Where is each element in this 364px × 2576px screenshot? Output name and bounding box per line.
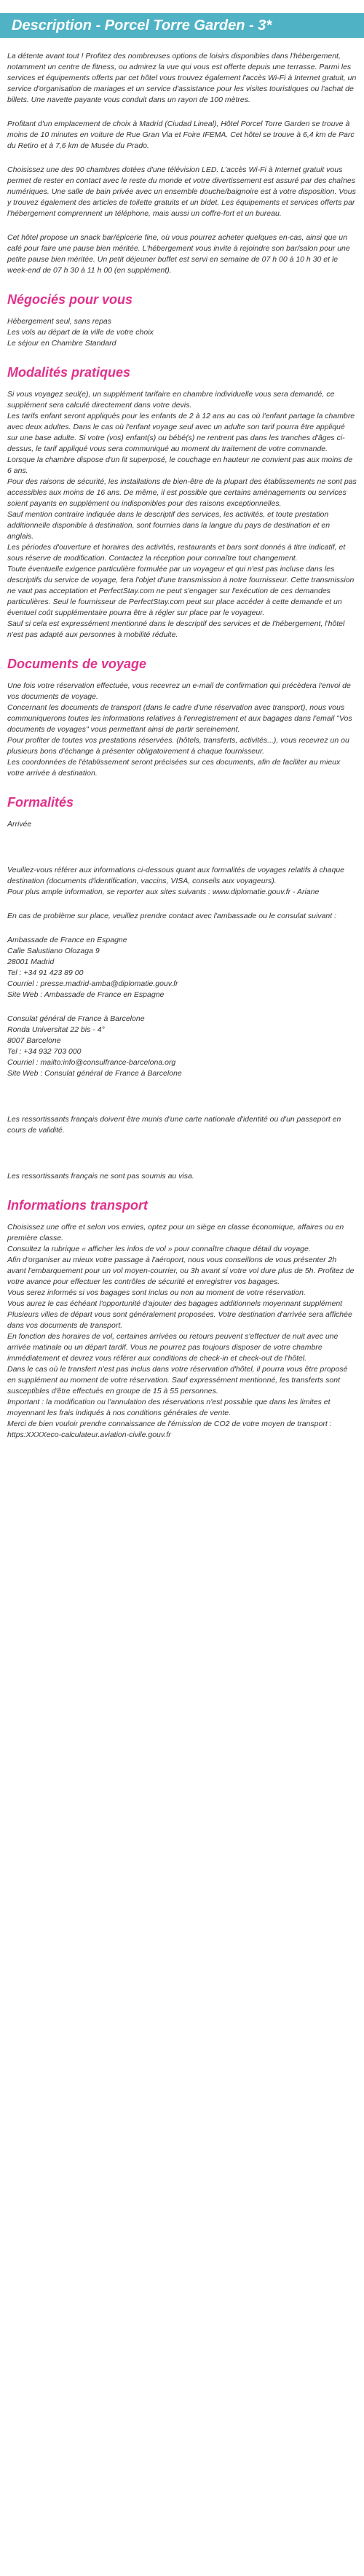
paragraph: Toute éventuelle exigence particulière formulée par un voyageur et qui n'est pas incluse dans les descriptifs du service de voyage, fera l'objet d'une transmission à notre fournisseur. Cette transmission ne vaut pas acceptation et PerfectStay.com ne peut s'engager sur l'exécution de ces demandes particulières. Seul le fournisseur de PerfectStay.com peut sur place accéder à cette demande et un éventuel coût supplémentaire pourra être à régler sur place par le voyageur. (7, 565, 355, 617)
paragraph: Sauf mention contraire indiquée dans le descriptif des services, les activités, et toute prestation additionnelle disponible à destination, sont fournies dans la langue du pays de destination et en anglais. (7, 510, 331, 541)
section-heading: Modalités pratiques (7, 365, 131, 380)
paragraph: Les ressortissants français doivent être munis d'une carte nationale d'identité ou d'un passeport en cours de validité. (7, 1115, 341, 1135)
paragraph: En fonction des horaires de vol, certaines arrivées ou retours peuvent s'effectuer de nuit avec une arrivée matinale ou un départ tardif. Vous ne pourrez pas toujours disposer de votre chambre immédiatement et devrez vous référer aux conditions de check-in et check-out de l'hôtel. (7, 1332, 339, 1363)
arrival-label: Arrivée (7, 820, 32, 829)
paragraph: En cas de problème sur place, veuillez prendre contact avec l'ambassade ou le consulat suivant : (7, 912, 337, 920)
embassy-madrid (7, 935, 357, 1001)
paragraph: Consultez la rubrique « afficher les infos de vol » pour connaître chaque détail du voyage. (7, 1245, 311, 1253)
modalites-text (7, 389, 357, 641)
paragraph: Afin d'organiser au mieux votre passage à l'aéroport, nous vous conseillons de vous présenter 2h avant l'embarquement pour un vol moyen-courrier, ou 3h avant si votre vol dure plus de 5h. Profitez de votre avance pour effectuer les contrôles de sécurité et enregistrer vos bagages. (7, 1256, 355, 1286)
description-paragraph: Profitant d'un emplacement de choix à Madrid (Ciudad Lineal), Hôtel Porcel Torre Garden se trouve à moins de 10 minutes en voiture de Rue Gran Via et Foire IFEMA. Cet hôtel se trouve à 6,4 km de Parc du Retiro et à 7,6 km de Musée du Prado. (7, 120, 355, 150)
paragraph: Vous serez informés si vos bagages sont inclus ou non au moment de votre réservation. (7, 1288, 306, 1297)
paragraph: Pour profiter de toutes vos prestations réservées. (hôtels, transferts, activités...), vous recevrez un ou plusieurs bons d'échange à présenter obligatoirement à chaque fournisseur. (7, 736, 349, 756)
documents-section (7, 657, 357, 779)
paragraph: Les tarifs enfant seront appliqués pour les enfants de 2 à 12 ans au cas où l'enfant partage la chambre avec deux adultes. Dans le cas où l'enfant voyage seul avec un adulte son tarif pourra être appliqué sur une base adulte. Si votre (vos) enfant(s) ou bébé(s) ne rentrent pas dans les tranches d'âges ci-dessus, le tarif appliqué vous sera communiqué au moment du traitement de votre commande. Lorsque la chambre dispose d'un lit superposé, le couchage en hauteur ne convient pas aux moins de 6 ans. (7, 412, 355, 475)
paragraph: Si vous voyagez seul(e), un supplément tarifaire en chambre individuelle vous sera demandé, ce supplément sera calculé directement dans votre devis. (7, 390, 335, 410)
address-line: Calle Salustiano Olozaga 9 (7, 947, 100, 955)
address-line: Tel : +34 932 703 000 (7, 1047, 82, 1056)
formalites-section (7, 795, 357, 1182)
negocies-section (7, 292, 357, 349)
transport-text (7, 1222, 357, 1441)
address-line: Tel : +34 91 423 89 00 (7, 968, 84, 977)
list-item: Hébergement seul, sans repas (7, 317, 111, 326)
page (0, 13, 364, 1476)
paragraph: Important : la modification ou l'annulation des réservations n'est possible que dans les limites et moyennant les frais indiqués à nos conditions générales de vente. (7, 1398, 331, 1417)
paragraph: Choisissez une offre et selon vos envies, optez pour un siège en classe économique, affaires ou en première classe. (7, 1223, 344, 1242)
spacer (7, 1149, 357, 1171)
list-item: Les vols au départ de la ville de votre choix (7, 328, 154, 337)
modalites-section (7, 365, 357, 641)
section-heading: Informations transport (7, 1198, 149, 1213)
spacer (7, 1092, 357, 1114)
paragraph: Veuillez-vous référer aux informations ci-dessous quant aux formalités de voyages relatifs à chaque destination (documents d'identification, vaccins, VISA, conseils aux voyageurs). (7, 866, 345, 885)
negocies-list (7, 316, 357, 349)
address-line: Site Web : Ambassade de France en Espagne (7, 990, 165, 999)
address-line: 8007 Barcelone (7, 1036, 61, 1045)
address-line: Consulat général de France à Barcelone (7, 1014, 145, 1023)
transport-section (7, 1198, 357, 1441)
description-paragraph: Cet hôtel propose un snack bar/épicerie fine, où vous pourrez acheter quelques en-cas, ainsi que un café pour faire une pause bien méritée. L'hébergement vous invite à rejoindre son bar/salon pour une petite pause bien méritée. Un petit déjeuner buffet est servi en semaine de 07 h 00 à 10 h 30 et le week-end de 07 h 30 à 11 h 00 (en supplément). (7, 233, 350, 275)
page-title: Description - Porcel Torre Garden - 3* (12, 17, 272, 34)
list-item: Le séjour en Chambre Standard (7, 339, 116, 348)
section-heading: Formalités (7, 795, 74, 810)
paragraph: Une fois votre réservation effectuée, vous recevrez un e-mail de confirmation qui précèdera l'envoi de vos documents de voyage. (7, 681, 351, 701)
address-line: Site Web : Consulat général de France à Barcelone (7, 1069, 182, 1078)
paragraph: Pour plus ample information, se reporter aux sites suivants : www.diplomatie.gouv.fr - Ariane (7, 888, 320, 896)
spacer (7, 843, 357, 865)
address-line: 28001 Madrid (7, 958, 55, 966)
address-line: Courriel : presse.madrid-amba@diplomatie.gouv.fr (7, 979, 178, 988)
section-heading: Documents de voyage (7, 657, 147, 671)
paragraph: Merci de bien vouloir prendre connaissance de l'émission de CO2 de votre moyen de transport : https:XXXXeco-calculateur.aviation-civile.gouv.fr (7, 1420, 332, 1439)
paragraph: Les ressortissants français ne sont pas soumis au visa. (7, 1172, 194, 1181)
paragraph: Les coordonnées de l'établissement seront précisées sur ces documents, afin de faciliter au mieux votre arrivée à destination. (7, 758, 341, 778)
title-bar (0, 13, 364, 38)
paragraph: Dans le cas où le transfert n'est pas inclus dans votre réservation d'hôtel, il pourra vous être proposé en supplément au moment de votre réservation. Sauf expressément mentionné, les transferts sont susceptibles d'être effectués en groupe de 15 à 55 personnes. (7, 1365, 348, 1395)
paragraph: Vous aurez le cas échéant l'opportunité d'ajouter des bagages additionnels moyennant supplément (7, 1299, 343, 1308)
paragraph: Sauf si cela est expressément mentionné dans le descriptif des services et de l'hébergement, l'hôtel n'est pas adapté aux personnes à mobilité réduite. (7, 619, 345, 639)
paragraph: Concernant les documents de transport (dans le cadre d'une réservation avec transport), nous vous communiquerons toutes les informations relatives à l'enregistrement et aux bagages dans l'email "Vos documents de voyages" vous permettant ainsi de partir sereinement. (7, 703, 352, 734)
documents-text (7, 681, 357, 779)
description-paragraph: Choisissez une des 90 chambres dotées d'une télévision LED. L'accès Wi-Fi à Internet gratuit vous permet de rester en contact avec le reste du monde et votre divertissement est assuré par des chaînes numériques. Une salle de bain privée avec un ensemble douche/baignoire est à votre disposition. Vous y trouvez également des articles de toilette gratuits et un bidet. Les équipements et services offerts par l'hébergement comprennent un téléphone, mais aussi un coffre-fort et un bureau. (7, 165, 356, 218)
paragraph: Les périodes d'ouverture et horaires des activités, restaurants et bars sont donnés à titre indicatif, et sous réserve de modification. Contactez la réception pour connaître tout changement. (7, 543, 346, 563)
formalites-intro (7, 865, 357, 898)
address-line: Courriel : mailto:info@consulfrance-barcelona.org (7, 1058, 176, 1067)
address-line: Ronda Universitat 22 bis - 4° (7, 1025, 105, 1034)
address-line: Ambassade de France en Espagne (7, 936, 127, 944)
consulate-barcelona (7, 1014, 357, 1079)
paragraph: Plusieurs villes de départ vous sont généralement proposées. Votre destination d'arrivée sera affichée dans vos documents de transport. (7, 1310, 352, 1330)
description-section (7, 51, 357, 276)
description-paragraph: La détente avant tout ! Profitez des nombreuses options de loisirs disponibles dans l'hébergement, notamment un centre de fitness, ou admirez la vue qui vous est offerte depuis une terrasse. Parmi les services et équipements offerts par cet hôtel vous trouvez également l'accès Wi-Fi à Internet gratuit, un service d'organisation de mariages et un service d'assistance pour les visites touristiques ou l'achat de billets. Une navette payante vous conduit dans un rayon de 100 mètres. (7, 52, 357, 104)
content (0, 51, 364, 1441)
paragraph: Pour des raisons de sécurité, les installations de bien-être de la plupart des établissements ne sont pas accessibles aux moins de 16 ans. De même, il est possible que certains aménagements ou services soient payants en supplément ou indisponibles pour des raisons exceptionnelles. (7, 477, 357, 508)
section-heading: Négociés pour vous (7, 292, 133, 307)
